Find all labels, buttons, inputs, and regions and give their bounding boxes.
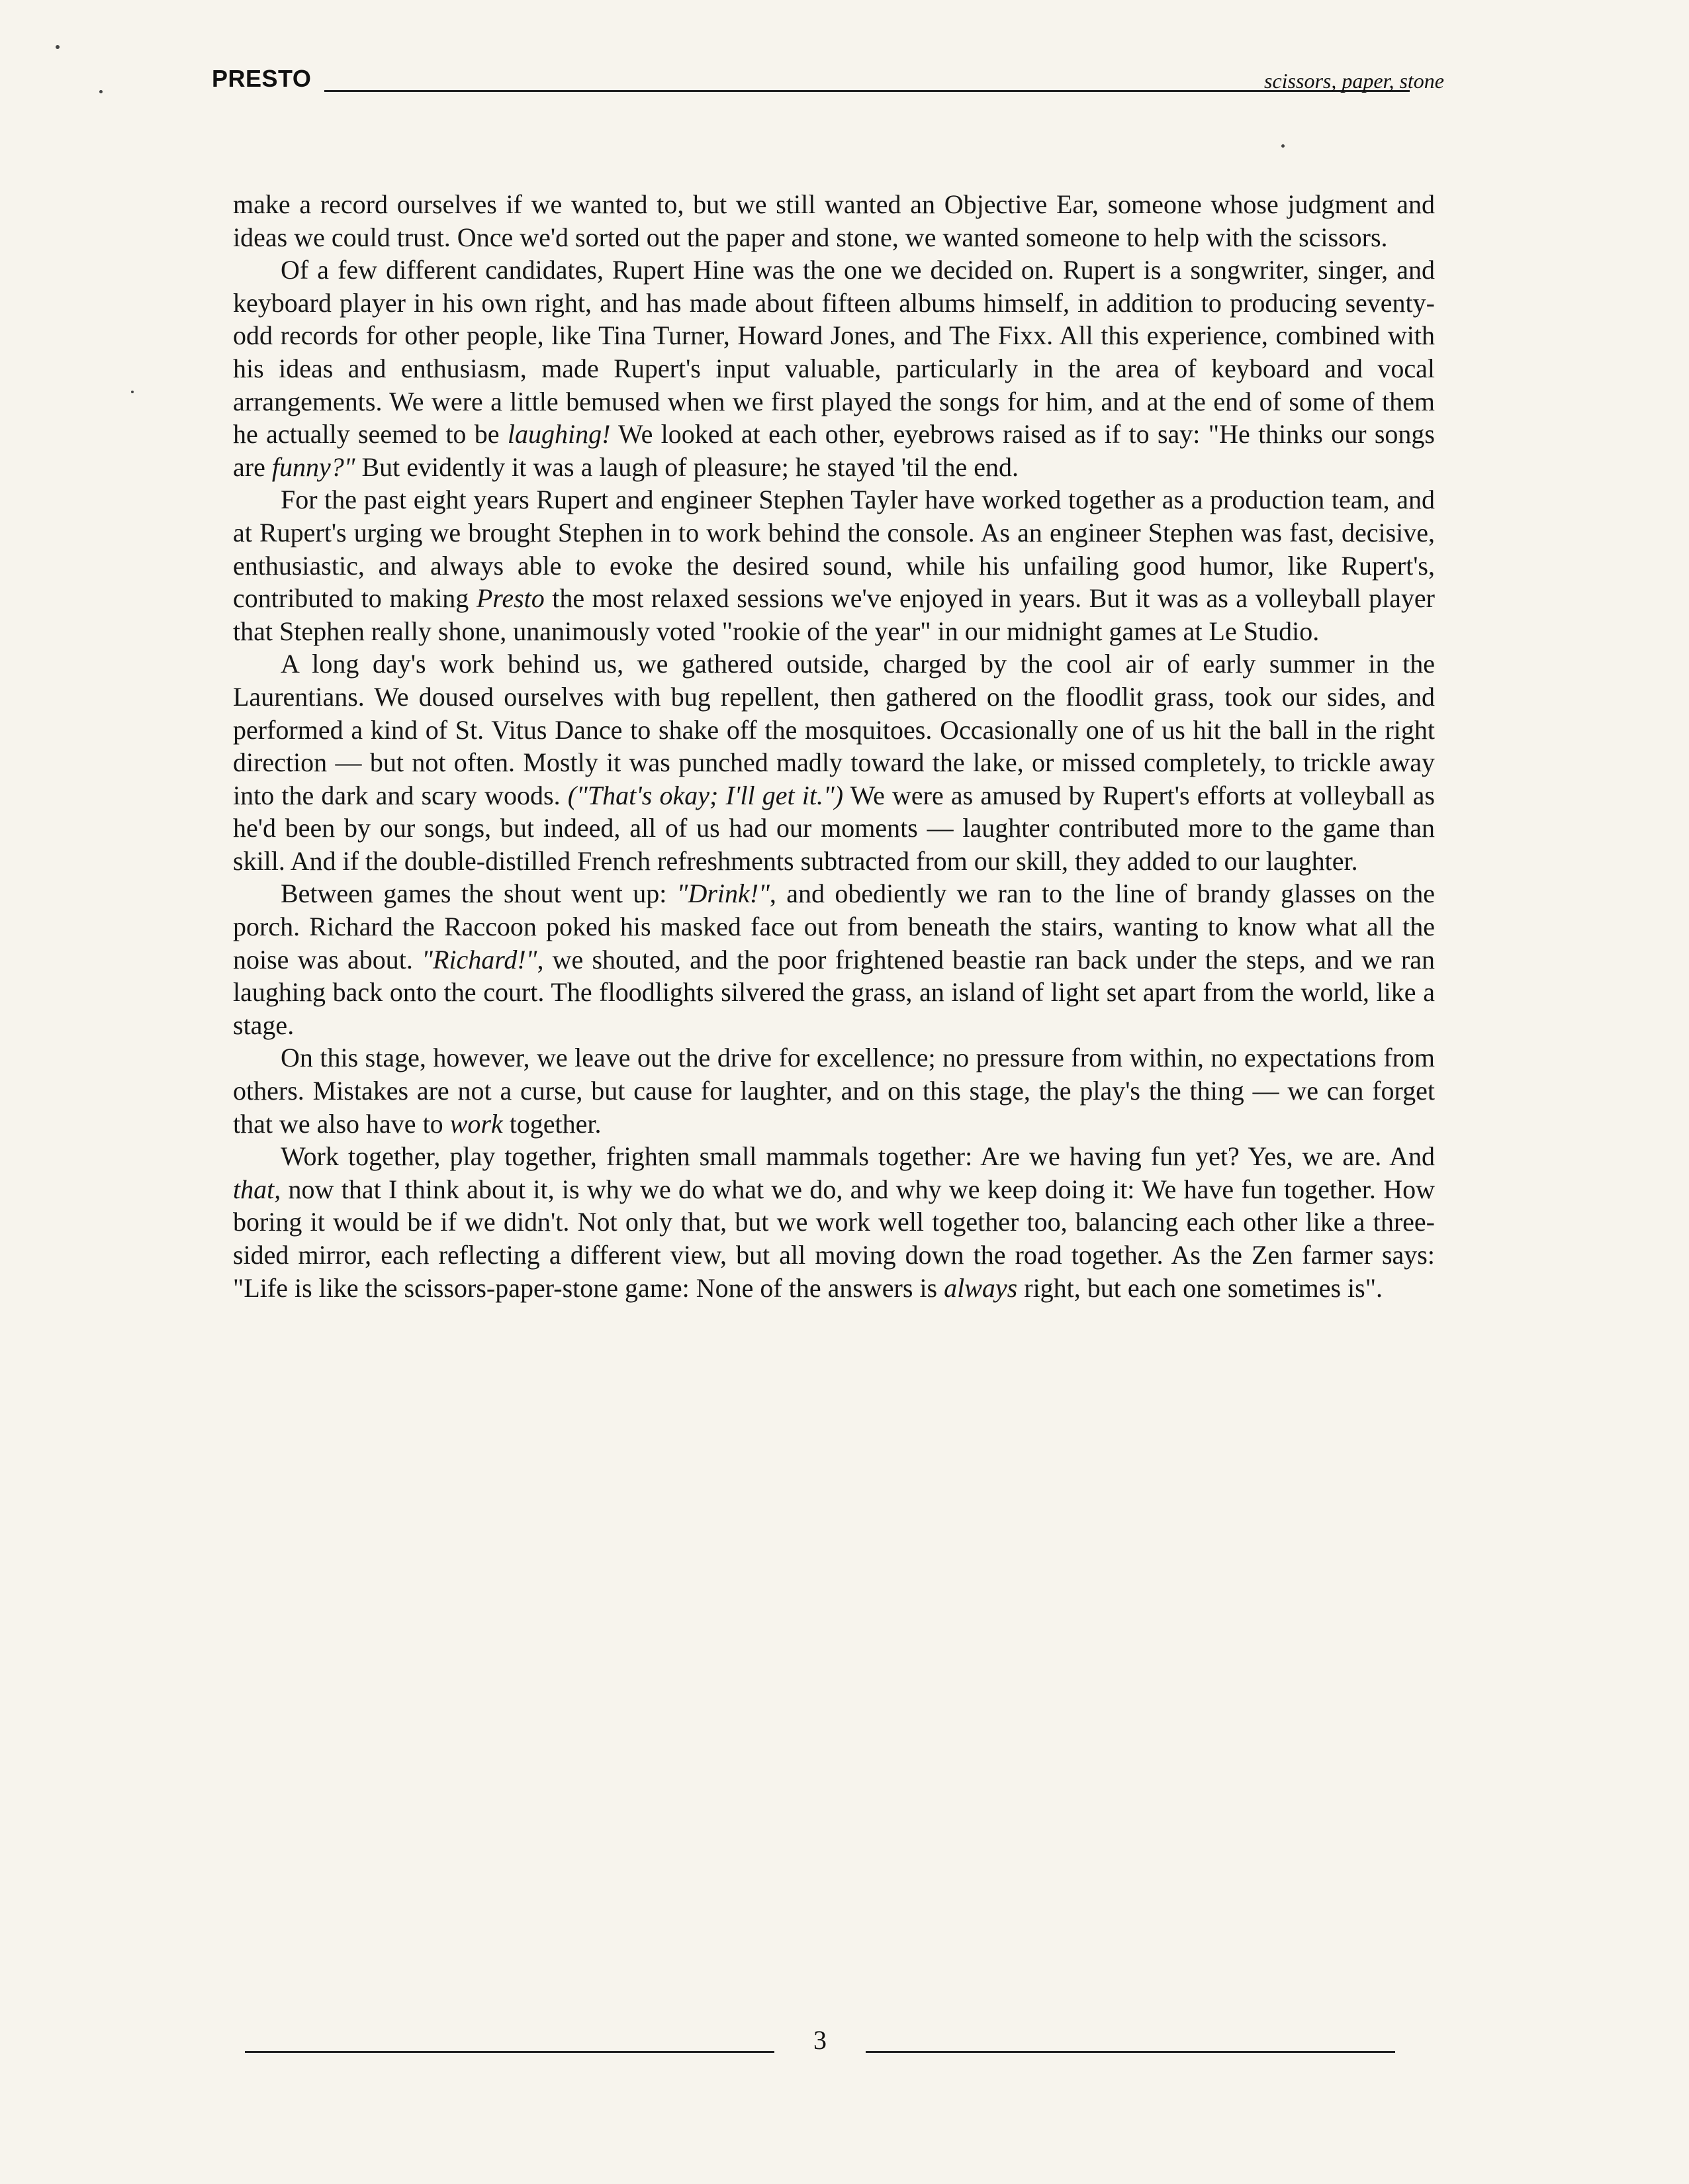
text-run: We were as amused by Rupert's efforts at volleyball as he'd been by our songs, but indeed, all of us had our moments — laughter contributed more to the game than skill. And if the double-distilled French refreshments subtracted from our skill, they added to our laughter. [233,780,1435,876]
text-run: Between games the shout went up: [281,878,677,909]
header-rule [324,90,1410,92]
text-run: together. [502,1108,602,1139]
body-paragraph [233,483,1435,647]
text-run: Of a few different candidates, Rupert Hine was the one we decided on. Rupert is a songwriter, singer, and keyboard player in his own right, and has made about fifteen albums himself, in addition to producing seventy-odd records for other people, like Tina Turner, Howard Jones, and The Fixx. All this experience, combined with his ideas and enthusiasm, made Rupert's input valuable, particularly in the area of keyboard and vocal arrangements. We were a little bemused when we first played the songs for him, and at the end of some of them he actually seemed to be [233,255,1435,450]
margin-speck [56,45,60,49]
body-paragraph [233,1041,1435,1140]
margin-speck [1281,144,1285,148]
text-run: the most relaxed sessions we've enjoyed in years. But it was as a volleyball player that Stephen really shone, unanimously voted "rookie of the year" in our midnight games at Le Studio. [233,583,1436,646]
text-run: , we shouted, and the poor frightened beastie ran back under the steps, and we ran laughing back onto the court. The floodlights silvered the grass, an island of light set apart from the world, like a stage. [233,944,1435,1040]
text-run: Work together, play together, frighten small mammals together: Are we having fun yet? Yes, we are. And [281,1141,1435,1172]
body-paragraph [233,1140,1435,1304]
text-run: For the past eight years Rupert and engineer Stephen Tayler have worked together as a production team, and at Rupert's urging we brought Stephen in to work behind the console. As an engineer Stephen was fast, decisive, enthusiastic, and always able to evoke the desired sound, while his unfailing good humor, like Rupert's, contributed to making [233,485,1435,614]
page-footer [245,2024,1394,2064]
italic-text-run: "Drink!" [676,878,770,909]
text-run: right, but each one sometimes is". [1017,1272,1383,1303]
margin-speck [99,90,103,93]
text-run: make a record ourselves if we wanted to, but we still wanted an Objective Ear, someone whose judgment and ideas we could trust. Once we'd sorted out the paper and stone, we wanted someone to help with the scissors. [233,189,1435,252]
italic-text-run: always [944,1272,1018,1303]
footer-rule-right [866,2051,1395,2053]
body-text [233,188,1435,1304]
text-run: On this stage, however, we leave out the drive for excellence; no pressure from within, no expectations from others. Mistakes are not a curse, but cause for laughter, and on this stage, the play's the thing — we can forget that we also have to [233,1043,1435,1139]
margin-speck [131,391,134,393]
text-run: We looked at each other, eyebrows raised as if to say: "He thinks our songs are [233,419,1435,482]
body-paragraph [233,647,1435,877]
text-run: A long day's work behind us, we gathered outside, charged by the cool air of early summer in the Laurentians. We doused ourselves with bug repellent, then gathered on the floodlit grass, took our sides, and performed a kind of St. Vitus Dance to shake off the mosquitoes. Occasionally one of us hit the ball in the right direction — but not often. Mostly it was punched madly toward the lake, or missed completely, to trickle away into the dark and scary woods. [233,649,1435,810]
header-title: PRESTO [212,65,312,92]
italic-text-run: ("That's okay; I'll get it.") [567,780,844,810]
italic-text-run: Presto [476,583,545,614]
header-subtitle: scissors, paper, stone [1263,69,1444,93]
body-paragraph [233,254,1435,483]
page-header [212,61,1444,101]
footer-rule-left [245,2051,774,2053]
italic-text-run: funny?" [271,451,355,482]
text-run: now that I think about it, is why we do what we do, and why we keep doing it: We have fun together. How boring it would be if we didn't. Not only that, but we work well together too, balancing each other like a three-sided mirror, each reflecting a different view, but all moving down the road together. As the Zen farmer says: "Life is like the scissors-paper-stone game: None of the answers is [233,1174,1435,1303]
body-paragraph [233,188,1435,254]
italic-text-run: "Richard!" [422,944,537,974]
page-number: 3 [813,2025,827,2055]
body-paragraph [233,877,1435,1041]
text-run: , and obediently we ran to the line of brandy glasses on the porch. Richard the Raccoon poked his masked face out from beneath the stairs, wanting to know what all the noise was about. [233,878,1436,974]
italic-text-run: work [449,1108,503,1139]
italic-text-run: laughing! [507,419,611,450]
text-run: But evidently it was a laugh of pleasure; he stayed 'til the end. [355,451,1019,482]
italic-text-run: that, [233,1174,281,1204]
